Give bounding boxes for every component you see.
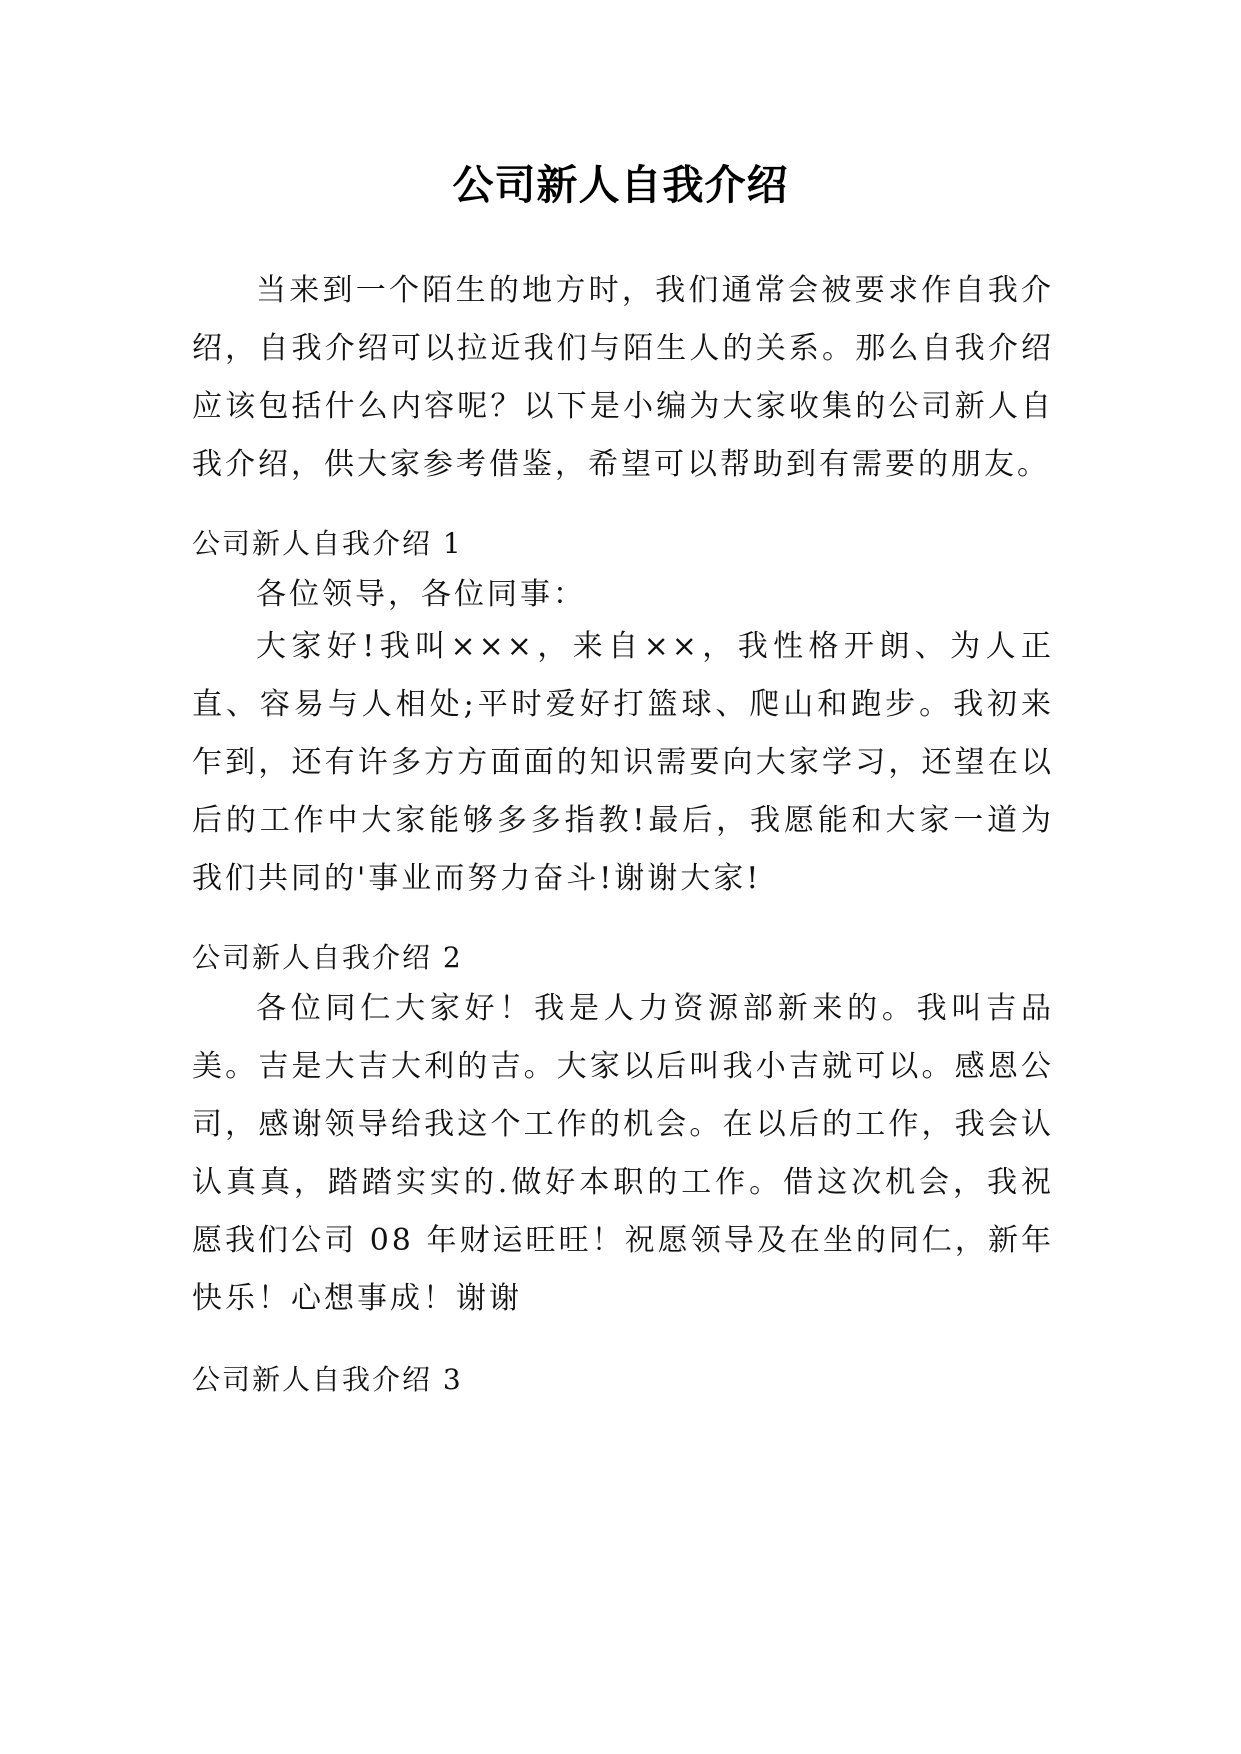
section-heading-2: 公司新人自我介绍 2: [192, 941, 463, 974]
intro-paragraph: 当来到一个陌生的地方时，我们通常会被要求作自我介绍，自我介绍可以拉近我们与陌生人的关系。那么自我介绍应该包括什么内容呢？以下是小编为大家收集的公司新人自我介绍，供大家参考借鉴，希望可以帮助到有需要的朋友。: [192, 273, 1054, 482]
section-heading-1: 公司新人自我介绍 1: [192, 527, 463, 560]
section-1-body: 大家好!我叫×××，来自××，我性格开朗、为人正直、容易与人相处;平时爱好打篮球、爬山和跑步。我初来乍到，还有许多方方面面的知识需要向大家学习，还望在以后的工作中大家能够多多指教!最后，我愿能和大家一道为我们共同的'事业而努力奋斗!谢谢大家!: [192, 629, 1054, 896]
section-1-greeting: 各位领导，各位同事：: [256, 577, 586, 612]
section-2-body: 各位同仁大家好！我是人力资源部新来的。我叫吉品美。吉是大吉大利的吉。大家以后叫我小吉就可以。感恩公司，感谢领导给我这个工作的机会。在以后的工作，我会认认真真，踏踏实实的.做好本职的工作。借这次机会，我祝愿我们公司 08 年财运旺旺！祝愿领导及在坐的同仁，新年快乐！心想事成！谢谢: [192, 991, 1054, 1316]
section-heading-3: 公司新人自我介绍 3: [192, 1363, 463, 1396]
document-title: 公司新人自我介绍: [452, 161, 789, 209]
